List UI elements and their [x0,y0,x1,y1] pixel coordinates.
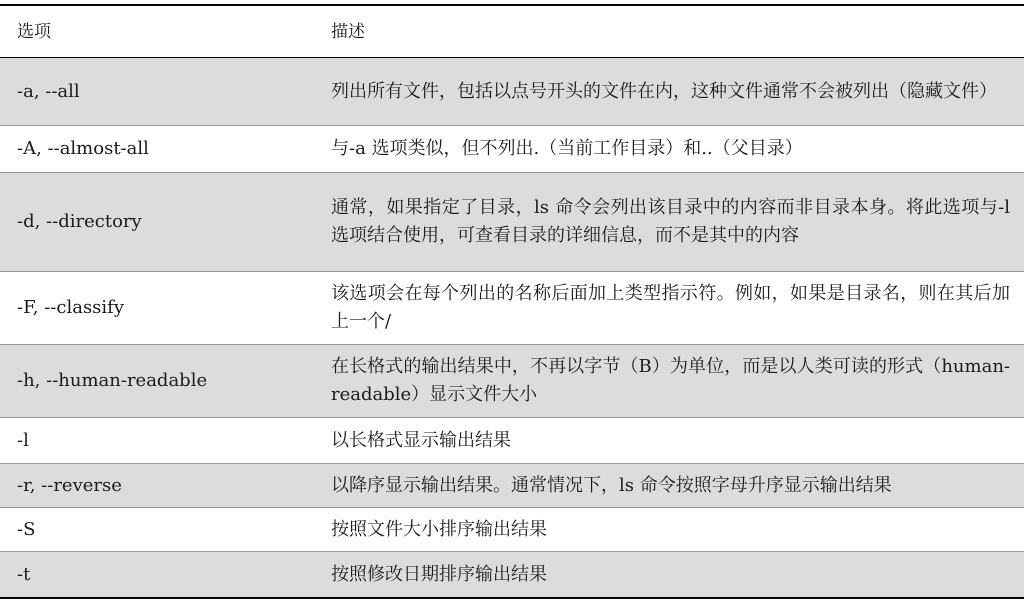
option-cell: -A, --almost-all [17,138,149,159]
description-cell: 通常，如果指定了目录，ls 命令会列出该目录中的内容而非目录本身。将此选项与-l 选项结合使用，可查看目录的详细信息，而不是其中的内容 [331,197,1010,246]
option-cell: -h, --human-readable [17,370,208,391]
table-row [0,508,1024,552]
table-row [0,464,1024,508]
table-row [0,418,1024,464]
description-cell: 以降序显示输出结果。通常情况下，ls 命令按照字母升序显示输出结果 [331,474,892,496]
table-row [0,126,1024,173]
description-cell: 按照修改日期排序输出结果 [331,563,547,585]
description-cell: 按照文件大小排序输出结果 [331,518,547,540]
options-table [0,4,1024,599]
description-cell: 列出所有文件，包括以点号开头的文件在内，这种文件通常不会被列出（隐藏文件） [331,80,997,102]
description-cell: 该选项会在每个列出的名称后面加上类型指示符。例如，如果是目录名，则在其后加上一个/ [331,283,1010,332]
option-cell: -d, --directory [17,211,142,232]
table-row [0,272,1024,345]
option-cell: -a, --all [17,80,80,102]
option-cell: -F, --classify [17,297,125,318]
table-row [0,58,1024,126]
option-cell: -S [17,518,36,540]
table-row [0,173,1024,272]
table-header-row [0,6,1024,58]
option-cell: -r, --reverse [17,474,122,496]
option-cell: -t [17,563,31,585]
column-header-option: 选项 [17,21,51,42]
table-row [0,552,1024,597]
option-cell: -l [17,429,29,451]
description-cell: 在长格式的输出结果中，不再以字节（B）为单位，而是以人类可读的形式（human-readable）显示文件大小 [331,356,1010,405]
description-cell: 与-a 选项类似，但不列出.（当前工作目录）和..（父目录） [331,138,803,159]
table-row [0,345,1024,418]
column-header-description: 描述 [331,21,365,42]
description-cell: 以长格式显示输出结果 [331,429,511,451]
